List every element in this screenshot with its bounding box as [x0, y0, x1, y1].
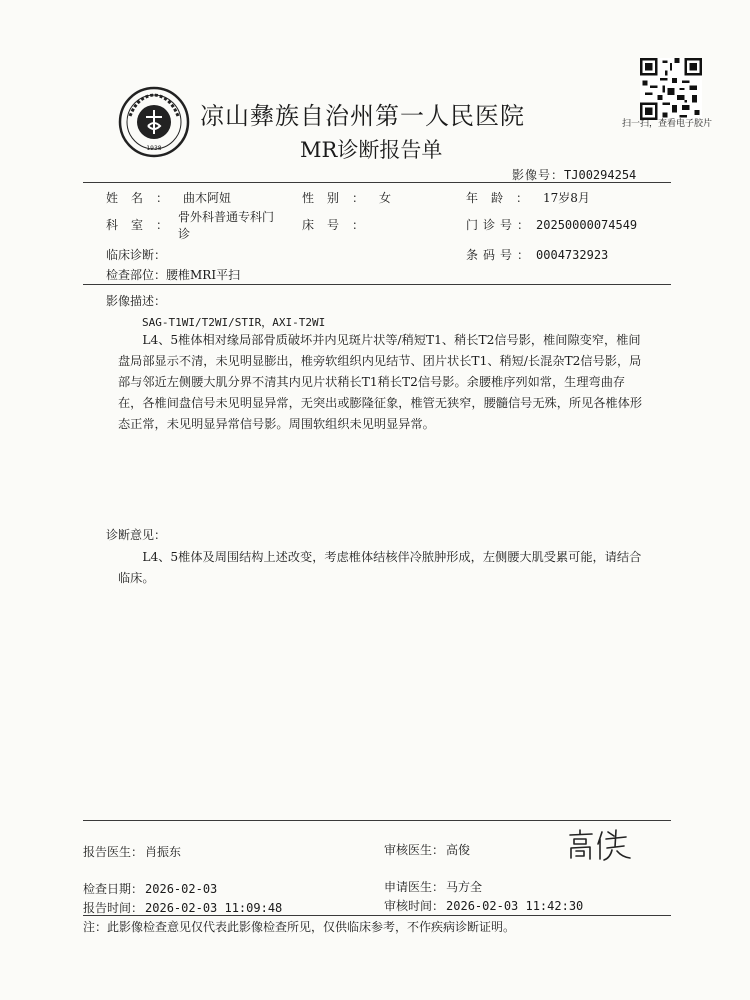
- name-label: 姓名：: [106, 191, 182, 205]
- barcode-field: [466, 246, 608, 263]
- findings-text: L4、5椎体相对缘局部骨质破坏并内见斑片状等/稍短T1、稍长T2信号影，椎间隙变窄，椎间盘局部显示不清，未见明显膨出，椎旁软组织内见结节、团片状长T1、稍短/长混杂T2信号影，局部与邻近左侧腰大肌分界不清其内见片状稍长T1稍长T2信号影。余腰椎序列如常，生理弯曲存在，各椎间盘信号未见明显异常，无突出或膨隆征象，椎管无狭窄，腰髓信号无殊，所见各椎体形态正常，未见明显异常信号影。周围软组织未见明显异常。: [118, 333, 643, 431]
- findings-label: 影像描述：: [106, 294, 167, 308]
- footer-bottom-divider: [83, 915, 671, 916]
- report-time-label: 报告时间：: [83, 901, 144, 915]
- image-number-label: 影像号：: [512, 168, 565, 182]
- qr-code-icon[interactable]: [640, 58, 702, 120]
- dept-line-2: 诊: [178, 227, 191, 241]
- barcode-label: 条码号：: [466, 248, 535, 262]
- impression-label: 诊断意见：: [106, 528, 167, 542]
- hospital-name: 凉山彝族自治州第一人民医院: [200, 102, 525, 130]
- age-field: [466, 189, 590, 206]
- exam-date-field: [83, 880, 217, 897]
- review-doctor-field: [384, 841, 470, 858]
- clinic-number-label: 门诊号：: [466, 218, 535, 232]
- findings-sequences: SAG-T1WI/T2WI/STIR，AXI-T2WI: [142, 316, 326, 329]
- dept-line-1: 骨外科普通专科门: [178, 210, 275, 224]
- qr-caption: 扫一扫，查看电子胶片: [622, 119, 713, 129]
- impression-text: L4、5椎体及周围结构上述改变，考虑椎体结核伴冷脓肿形成，左侧腰大肌受累可能，请结合临床。: [118, 550, 642, 585]
- patient-sex: 女: [379, 191, 392, 205]
- review-doctor-label: 审核医生：: [384, 843, 445, 857]
- sex-label: 性别：: [302, 191, 378, 205]
- clinic-number: 20250000074549: [536, 218, 638, 232]
- image-number: [512, 166, 636, 183]
- report-doctor: 肖振东: [145, 845, 182, 859]
- clinical-diagnosis-field: [106, 246, 168, 263]
- exam-date: 2026-02-03: [145, 882, 218, 896]
- review-doctor: 高俊: [446, 843, 471, 857]
- sex-field: [302, 189, 391, 206]
- exam-part: 腰椎MRI平扫: [166, 268, 241, 282]
- disclaimer-note: 注：此影像检查意见仅代表此影像检查所见，仅供临床参考，不作疾病诊断证明。: [83, 920, 516, 934]
- report-doctor-label: 报告医生：: [83, 845, 144, 859]
- bed-label: 床号：: [302, 218, 378, 232]
- barcode-number: 0004732923: [536, 248, 609, 262]
- review-time-label: 审核时间：: [384, 899, 445, 913]
- clinic-number-field: [466, 216, 637, 233]
- request-doctor-label: 申请医生：: [384, 880, 445, 894]
- dept-value: [178, 209, 274, 243]
- image-number-value: TJ00294254: [564, 168, 637, 182]
- patient-age: 17岁8月: [543, 191, 590, 205]
- review-time-field: [384, 897, 583, 914]
- report-title: MR诊断报告单: [300, 138, 443, 162]
- exam-part-label: 检查部位：: [106, 268, 167, 282]
- report-time: 2026-02-03 11:09:48: [145, 901, 283, 915]
- age-label: 年龄：: [466, 191, 542, 205]
- dept-field: [106, 216, 181, 233]
- footer-top-divider: [83, 820, 671, 821]
- info-divider: [83, 284, 671, 285]
- bed-field: [302, 216, 379, 233]
- exam-date-label: 检查日期：: [83, 882, 144, 896]
- report-doctor-field: [83, 843, 181, 860]
- patient-name: 曲木阿妞: [183, 191, 232, 205]
- exam-part-field: [106, 266, 240, 283]
- report-time-field: [83, 899, 282, 916]
- header-divider: [83, 182, 671, 183]
- review-time: 2026-02-03 11:42:30: [446, 899, 584, 913]
- request-doctor: 马方全: [446, 880, 483, 894]
- hospital-seal-logo: [118, 86, 190, 158]
- svg-text:1938: 1938: [146, 145, 162, 152]
- reviewer-signature: [566, 826, 636, 862]
- clinical-diagnosis-label: 临床诊断：: [106, 248, 167, 262]
- dept-label: 科室：: [106, 218, 182, 232]
- patient-name-field: [106, 189, 231, 206]
- request-doctor-field: [384, 878, 482, 895]
